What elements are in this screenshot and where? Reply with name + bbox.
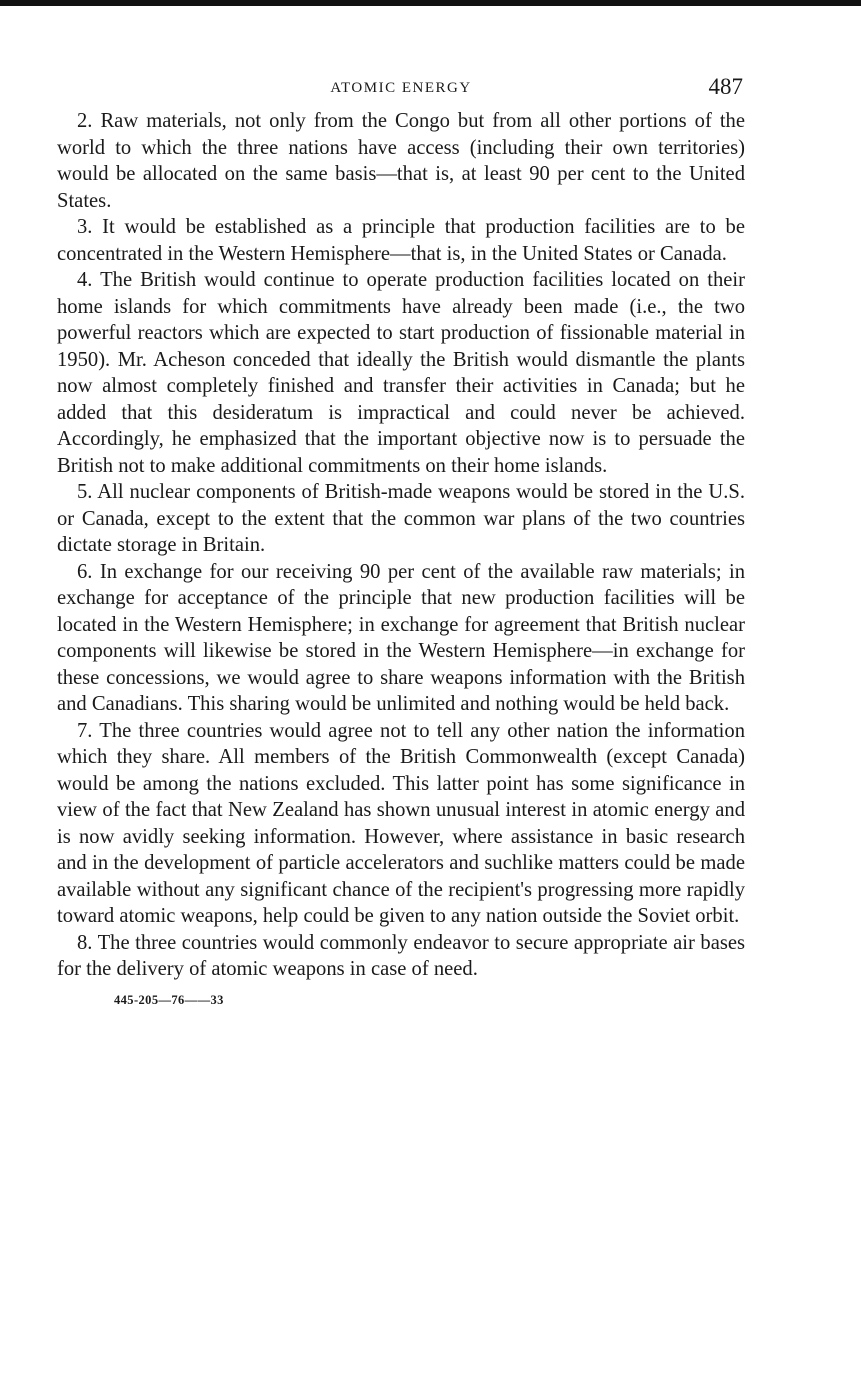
document-page (57, 72, 745, 1008)
page-number: 487 (708, 74, 743, 99)
paragraph-item-5: 5. All nuclear components of British-made weapons would be stored in the U.S. or Canada, except to the extent that the common war plans of the two countries dictate storage in Britain. (57, 481, 745, 556)
paragraph-item-7: 7. The three countries would agree not to tell any other nation the information which they share. All members of the British Commonwealth (except Canada) would be among the nations excluded. This latter point has some significance in view of the fact that New Zealand has shown unusual interest in atomic energy and is now avidly seeking information. However, where assistance in basic research and in the development of particle accelerators and suchlike matters could be made available without any significant chance of the recipient's progressing more rapidly toward atomic weapons, help could be given to any nation outside the Soviet orbit. (57, 719, 745, 927)
print-code: 445-205—76——33 (114, 992, 224, 1007)
running-title: ATOMIC ENERGY (330, 80, 472, 96)
paragraph-item-2: 2. Raw materials, not only from the Congo but from all other portions of the world to which the three nations have access (including their own territories) would be allocated on the same basis—that is, at least 90 per cent to the United States. (57, 110, 745, 212)
paragraph-item-3: 3. It would be established as a principle that production facilities are to be concentrated in the Western Hemisphere—that is, in the United States or Canada. (57, 216, 745, 265)
top-border-rule (0, 0, 861, 6)
paragraph-item-4: 4. The British would continue to operate production facilities located on their home islands for which commitments have already been made (i.e., the two powerful reactors which are expected to start production of fissionable material in 1950). Mr. Acheson conceded that ideally the British would dismantle the plants now almost completely finished and transfer their activities in Canada; but he added that this desideratum is impractical and could never be achieved. Accordingly, he emphasized that the important objective now is to persuade the British not to make additional commitments on their home islands. (57, 269, 745, 477)
body-text (57, 108, 745, 983)
paragraph-item-8: 8. The three countries would commonly endeavor to secure appropriate air bases for the delivery of atomic weapons in case of need. (57, 931, 745, 980)
running-head (57, 72, 745, 108)
paragraph-item-6: 6. In exchange for our receiving 90 per cent of the available raw materials; in exchange for acceptance of the principle that new production facilities will be located in the Western Hemisphere; in exchange for agreement that British nuclear components will likewise be stored in the Western Hemisphere—in exchange for these concessions, we would agree to share weapons information with the British and Canadians. This sharing would be unlimited and nothing would be held back. (57, 560, 745, 715)
